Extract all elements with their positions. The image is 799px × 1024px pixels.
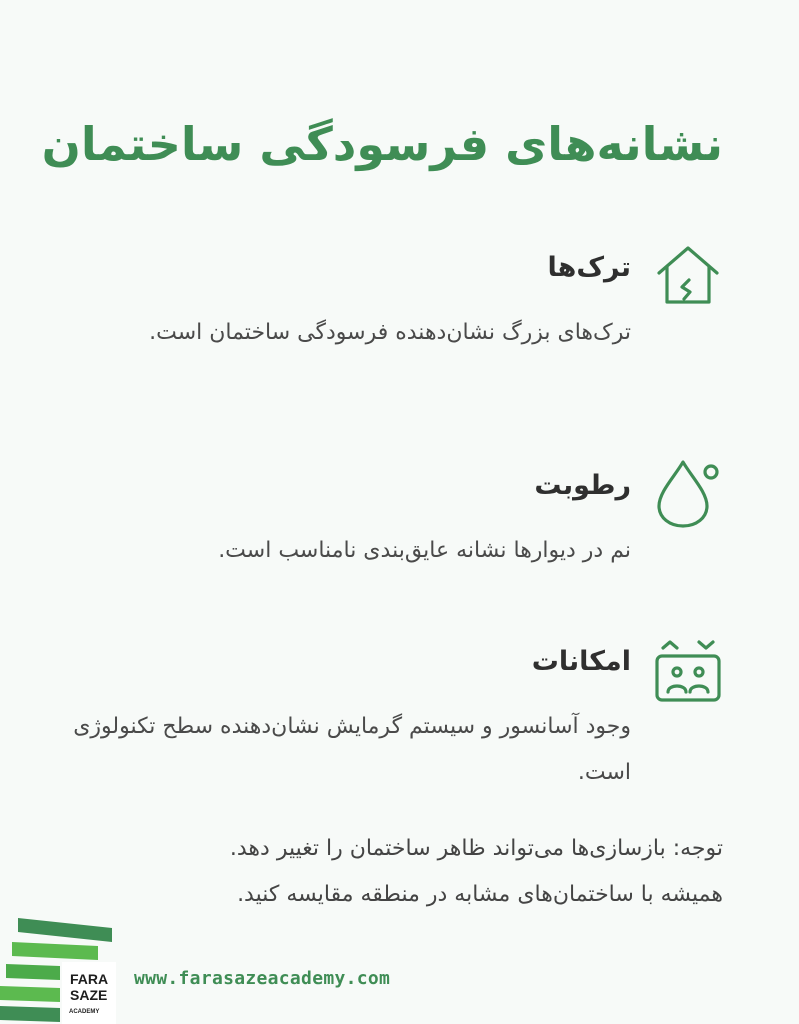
farasaze-logo bbox=[0, 912, 122, 1024]
logo-text: SAZE bbox=[70, 987, 108, 1003]
website-link[interactable]: www.farasazeacademy.com bbox=[134, 968, 391, 989]
water-drop-icon bbox=[653, 458, 723, 528]
house-crack-icon bbox=[653, 240, 723, 310]
feature-moisture bbox=[63, 458, 723, 578]
note-text bbox=[83, 826, 723, 918]
page-title: نشانه‌های فرسودگی ساختمان bbox=[41, 117, 723, 171]
feature-title: امکانات bbox=[531, 646, 631, 677]
note-line: همیشه با ساختمان‌های مشابه در منطقه مقایسه کنید. bbox=[237, 882, 723, 907]
tv-people-icon bbox=[653, 634, 723, 704]
logo-text: FARA bbox=[70, 971, 109, 987]
feature-cracks bbox=[63, 240, 723, 400]
feature-amenities bbox=[63, 634, 723, 794]
feature-description: ترک‌های بزرگ نشان‌دهنده فرسودگی ساختمان است. bbox=[149, 320, 631, 345]
feature-description: نم در دیوارها نشانه عایق‌بندی نامناسب است. bbox=[218, 538, 631, 563]
feature-description: وجود آسانسور و سیستم گرمایش نشان‌دهنده سطح تکنولوژی است. bbox=[73, 714, 631, 785]
feature-title: ترک‌ها bbox=[547, 252, 631, 283]
note-line: توجه: بازسازی‌ها می‌تواند ظاهر ساختمان را تغییر دهد. bbox=[229, 836, 723, 861]
logo-text: ACADEMY bbox=[69, 1009, 100, 1015]
feature-title: رطوبت bbox=[534, 470, 631, 501]
